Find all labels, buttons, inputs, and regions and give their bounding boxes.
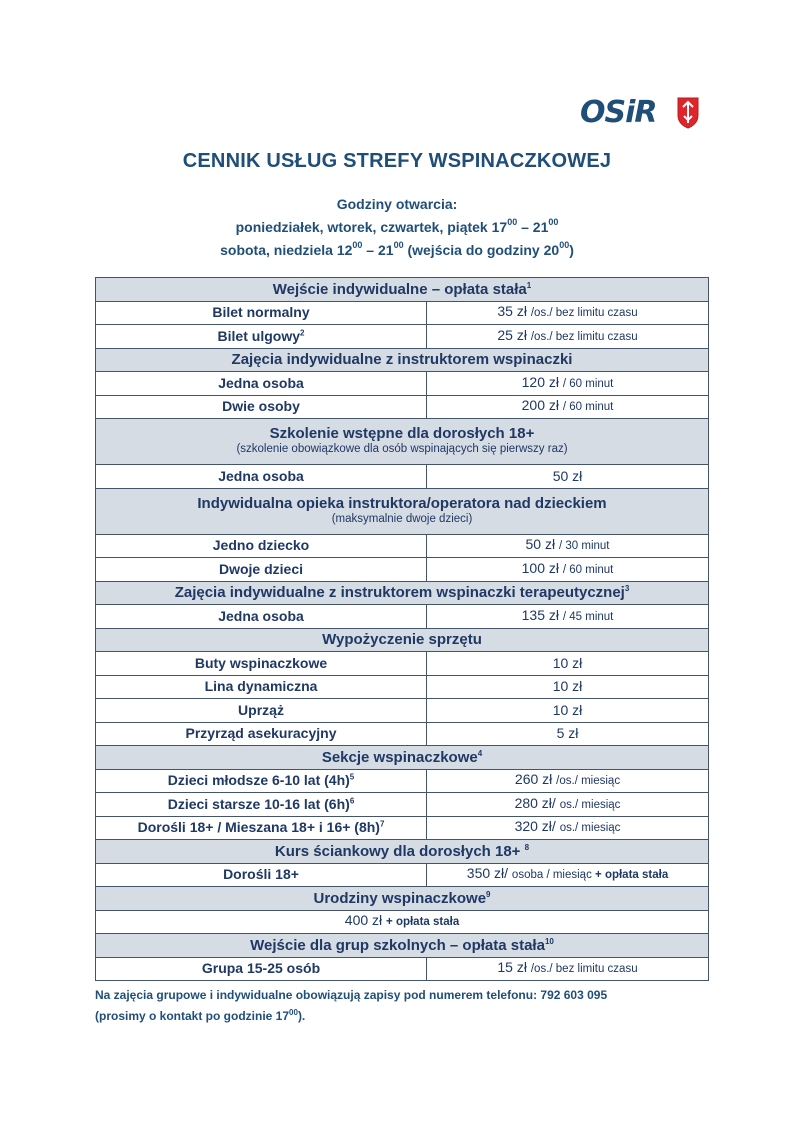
item-label-cell [96, 957, 427, 981]
table-row [96, 816, 709, 840]
item-label: Uprząż [238, 701, 284, 718]
opening-hours [0, 193, 794, 262]
section-header-row [96, 488, 709, 534]
price-cell [96, 910, 709, 934]
table-row [96, 675, 709, 699]
item-label-cell [96, 769, 427, 793]
footnote-marker: 4 [477, 748, 483, 758]
table-row [96, 534, 709, 558]
item-label: Dorośli 18+ [223, 866, 299, 883]
item-label: Dzieci starsze 10-16 lat (6h) [167, 795, 350, 812]
price-cell [427, 652, 709, 676]
price-cell [427, 769, 709, 793]
footer-phone-line: Na zajęcia grupowe i indywidualne obowiązują zapisy pod numerem telefonu: 792 603 095 [95, 988, 608, 1002]
price-value: 10 zł [552, 654, 583, 671]
price-value: 135 zł [521, 606, 563, 623]
section-header-row [96, 934, 709, 958]
footer-note [95, 985, 735, 1027]
price-cell [427, 605, 709, 629]
section-header [96, 278, 709, 302]
footnote-marker: 9 [486, 889, 491, 899]
footer-contact-hours: (prosimy o kontakt po godzinie $17^{00}$). [95, 1008, 306, 1023]
table-row [96, 863, 709, 887]
table-row [96, 558, 709, 582]
item-label: Jedna osoba [218, 467, 304, 484]
page-title: CENNIK USŁUG STREFY WSPINACZKOWEJ [182, 150, 612, 172]
item-label-cell [96, 372, 427, 396]
price-cell [427, 816, 709, 840]
price-unit: /os./ bez limitu czasu [530, 963, 638, 976]
price-unit: / 60 minut [562, 563, 614, 576]
section-title: Wypożyczenie sprzętu [322, 631, 482, 649]
table-row [96, 301, 709, 325]
price-cell [427, 558, 709, 582]
price-extra: + opłata stała [386, 916, 460, 929]
section-header [96, 746, 709, 770]
item-label-cell [96, 325, 427, 349]
price-value: 260 zł [514, 771, 557, 788]
section-header-row [96, 581, 709, 605]
item-label: Dzieci młodsze 6-10 lat (4h) [167, 772, 350, 789]
price-unit: osoba / miesiąc [511, 869, 596, 882]
hours-heading: Godziny otwarcia: [336, 196, 458, 212]
section-header-row [96, 887, 709, 911]
item-label: Grupa 15-25 osób [201, 960, 321, 977]
price-cell [427, 395, 709, 419]
footnote-marker: 5 [349, 772, 355, 782]
price-unit: /os./ miesiąc [556, 775, 621, 788]
section-title: Wejście indywidualne – opłata stała [272, 280, 527, 298]
logo-text: OSiR [580, 95, 657, 130]
section-title: Indywidualna opieka instruktora/operatora nad dzieckiem [197, 494, 607, 512]
price-value: 320 zł/ [514, 818, 560, 835]
item-label: Dorośli 18+ / Mieszana 18+ i 16+ (8h) [137, 819, 380, 836]
item-label-cell [96, 793, 427, 817]
price-cell [427, 325, 709, 349]
item-label: Przyrząd asekuracyjny [185, 725, 337, 742]
coat-of-arms-icon [677, 97, 699, 129]
item-label-cell [96, 722, 427, 746]
section-header-row [96, 419, 709, 465]
footnote-marker: 7 [379, 819, 385, 829]
item-label-cell [96, 301, 427, 325]
footnote-marker: 8 [524, 842, 530, 852]
price-value: 120 zł [521, 373, 563, 390]
price-cell [427, 301, 709, 325]
item-label-cell [96, 699, 427, 723]
item-label: Lina dynamiczna [204, 678, 318, 695]
section-title: Urodziny wspinaczkowe [313, 889, 487, 907]
table-row [96, 793, 709, 817]
price-value: 10 zł [552, 678, 583, 695]
osir-logo [580, 97, 700, 131]
price-value: 15 zł [497, 959, 531, 976]
section-title: Kurs ściankowy dla dorosłych 18+ [274, 842, 525, 860]
price-value: 350 zł/ [466, 865, 512, 882]
section-header [96, 488, 709, 534]
table-row [96, 325, 709, 349]
price-unit: os./ miesiąc [559, 798, 621, 811]
price-cell [427, 699, 709, 723]
item-label-cell [96, 675, 427, 699]
price-value: 50 zł [552, 467, 583, 484]
section-title: Szkolenie wstępne dla dorosłych 18+ [269, 425, 535, 442]
section-header [96, 840, 709, 864]
item-label: Jedna osoba [218, 607, 304, 624]
section-header-row [96, 840, 709, 864]
price-cell [427, 465, 709, 489]
table-row [96, 395, 709, 419]
section-subtitle: (maksymalnie dwoje dzieci) [331, 512, 473, 525]
footnote-marker: 10 [544, 936, 554, 946]
item-label: Bilet ulgowy [217, 327, 300, 344]
price-table [95, 277, 709, 981]
table-row [96, 957, 709, 981]
price-unit: / 60 minut [562, 401, 614, 414]
table-row [96, 699, 709, 723]
footnote-marker: 2 [300, 328, 305, 338]
price-value: 5 zł [556, 725, 579, 742]
table-row [96, 769, 709, 793]
section-header [96, 934, 709, 958]
section-title: Zajęcia indywidualne z instruktorem wspinaczki terapeutycznej [174, 584, 625, 602]
price-value: 400 zł [344, 912, 387, 929]
item-label-cell [96, 465, 427, 489]
price-value: 200 zł [521, 397, 563, 414]
table-row [96, 605, 709, 629]
section-header [96, 887, 709, 911]
price-cell [427, 372, 709, 396]
hours-weekend: sobota, niedziela $12^{00} - 21^{00}$ (wejścia do godziny $20^{00}$) [220, 240, 574, 258]
section-header-row [96, 628, 709, 652]
price-cell [427, 793, 709, 817]
item-label-cell [96, 816, 427, 840]
price-unit: / 60 minut [562, 377, 614, 390]
item-label: Bilet normalny [212, 304, 310, 321]
price-cell [427, 863, 709, 887]
price-unit: / 45 minut [562, 610, 614, 623]
section-header [96, 628, 709, 652]
price-value: 100 zł [521, 559, 563, 576]
price-cell [427, 534, 709, 558]
section-title: Sekcje wspinaczkowe [321, 748, 478, 766]
table-row [96, 372, 709, 396]
footnote-marker: 6 [349, 796, 355, 806]
section-header [96, 419, 709, 465]
item-label: Jedna osoba [218, 374, 304, 391]
item-label: Buty wspinaczkowe [194, 654, 328, 671]
item-label-cell [96, 395, 427, 419]
item-label-cell [96, 605, 427, 629]
price-unit: os./ miesiąc [559, 822, 621, 835]
price-unit: /os./ bez limitu czasu [530, 330, 638, 343]
price-value: 25 zł [497, 326, 531, 343]
footnote-marker: 3 [624, 584, 630, 594]
section-header-row [96, 746, 709, 770]
price-cell [427, 957, 709, 981]
price-value: 10 zł [552, 701, 583, 718]
section-subtitle: (szkolenie obowiązkowe dla osób wspinających się pierwszy raz) [236, 443, 568, 455]
price-unit: /os./ bez limitu czasu [530, 307, 638, 320]
item-label-cell [96, 558, 427, 582]
section-title: Zajęcia indywidualne z instruktorem wspinaczki [231, 351, 573, 369]
price-cell [427, 675, 709, 699]
price-value: 280 zł/ [514, 794, 560, 811]
section-header [96, 581, 709, 605]
price-unit: / 30 minut [558, 540, 610, 553]
item-label-cell [96, 863, 427, 887]
table-row [96, 652, 709, 676]
table-row [96, 465, 709, 489]
item-label: Dwie osoby [222, 398, 300, 415]
table-row [96, 722, 709, 746]
footnote-marker: 1 [526, 280, 532, 290]
section-header-row [96, 278, 709, 302]
item-label: Dwoje dzieci [218, 560, 304, 577]
table-row [96, 910, 709, 934]
item-label-cell [96, 534, 427, 558]
price-value: 35 zł [497, 303, 531, 320]
item-label: Jedno dziecko [212, 537, 310, 554]
item-label-cell [96, 652, 427, 676]
price-value: 50 zł [525, 536, 559, 553]
price-cell [427, 722, 709, 746]
section-title: Wejście dla grup szkolnych – opłata stała [250, 936, 545, 954]
section-header [96, 348, 709, 372]
section-header-row [96, 348, 709, 372]
price-extra: + opłata stała [595, 869, 669, 882]
hours-weekdays: poniedziałek, wtorek, czwartek, piątek $17^{00} - 21^{00}$ [235, 217, 559, 235]
